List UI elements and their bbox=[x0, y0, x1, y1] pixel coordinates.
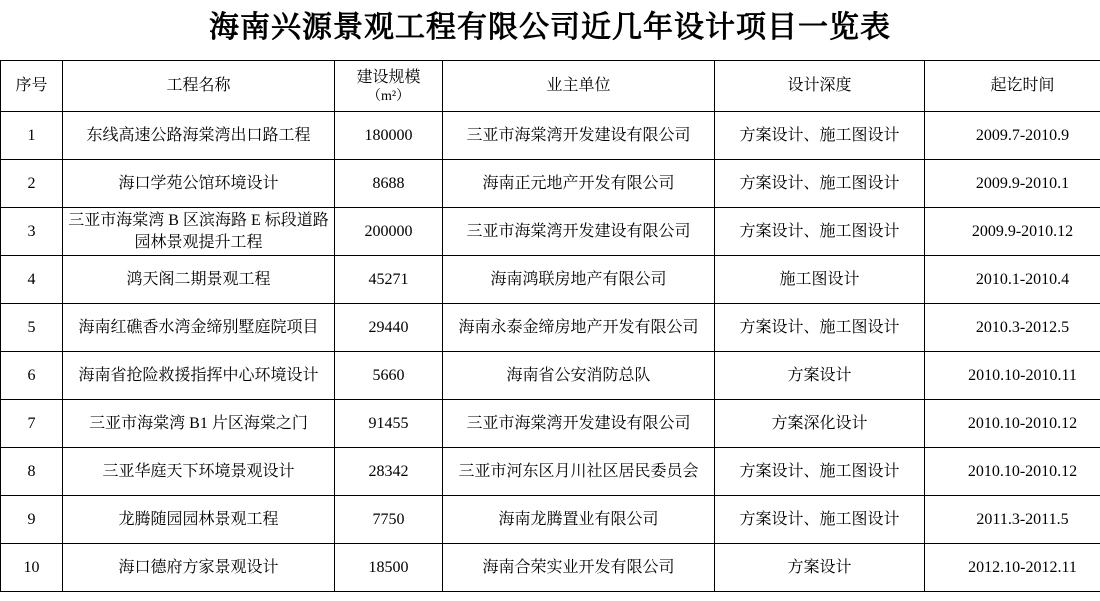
cell-scale: 180000 bbox=[335, 112, 443, 160]
cell-period: 2010.10-2010.11 bbox=[925, 352, 1100, 400]
cell-period: 2010.10-2010.12 bbox=[925, 448, 1100, 496]
cell-design-depth: 方案设计 bbox=[715, 352, 925, 400]
column-header-scale-unit: （m²） bbox=[366, 88, 411, 104]
cell-scale: 200000 bbox=[335, 208, 443, 256]
cell-scale: 18500 bbox=[335, 544, 443, 592]
page-title: 海南兴源景观工程有限公司近几年设计项目一览表 bbox=[209, 11, 891, 44]
cell-owner: 海南正元地产开发有限公司 bbox=[443, 160, 715, 208]
cell-project-name: 三亚市海棠湾 B1 片区海棠之门 bbox=[63, 400, 335, 448]
table-row bbox=[1, 160, 1100, 208]
cell-scale: 29440 bbox=[335, 304, 443, 352]
column-header-scale bbox=[335, 61, 443, 112]
cell-scale: 8688 bbox=[335, 160, 443, 208]
cell-period: 2012.10-2012.11 bbox=[925, 544, 1100, 592]
cell-no: 7 bbox=[1, 400, 63, 448]
column-header-scale-text bbox=[339, 69, 438, 105]
cell-no: 2 bbox=[1, 160, 63, 208]
cell-design-depth: 方案深化设计 bbox=[715, 400, 925, 448]
cell-project-name: 三亚市海棠湾 B 区滨海路 E 标段道路园林景观提升工程 bbox=[63, 208, 335, 256]
column-header-design-depth: 设计深度 bbox=[715, 61, 925, 112]
cell-period: 2009.9-2010.12 bbox=[925, 208, 1100, 256]
cell-project-name: 海口学苑公馆环境设计 bbox=[63, 160, 335, 208]
cell-scale: 45271 bbox=[335, 256, 443, 304]
cell-owner: 海南省公安消防总队 bbox=[443, 352, 715, 400]
table-row bbox=[1, 208, 1100, 256]
table-header bbox=[1, 61, 1100, 112]
cell-scale: 5660 bbox=[335, 352, 443, 400]
cell-period: 2010.1-2010.4 bbox=[925, 256, 1100, 304]
table-row bbox=[1, 400, 1100, 448]
cell-owner: 海南合荣实业开发有限公司 bbox=[443, 544, 715, 592]
cell-period: 2009.7-2010.9 bbox=[925, 112, 1100, 160]
cell-design-depth: 方案设计、施工图设计 bbox=[715, 112, 925, 160]
cell-no: 6 bbox=[1, 352, 63, 400]
cell-owner: 三亚市海棠湾开发建设有限公司 bbox=[443, 400, 715, 448]
cell-project-name: 龙腾随园园林景观工程 bbox=[63, 496, 335, 544]
table-row bbox=[1, 112, 1100, 160]
cell-project-name: 三亚华庭天下环境景观设计 bbox=[63, 448, 335, 496]
cell-design-depth: 方案设计、施工图设计 bbox=[715, 304, 925, 352]
cell-no: 5 bbox=[1, 304, 63, 352]
cell-design-depth: 方案设计、施工图设计 bbox=[715, 208, 925, 256]
column-header-project-name: 工程名称 bbox=[63, 61, 335, 112]
table-header-row bbox=[1, 61, 1100, 112]
column-header-owner: 业主单位 bbox=[443, 61, 715, 112]
table-body bbox=[1, 112, 1100, 592]
cell-owner: 三亚市河东区月川社区居民委员会 bbox=[443, 448, 715, 496]
cell-owner: 三亚市海棠湾开发建设有限公司 bbox=[443, 208, 715, 256]
cell-no: 1 bbox=[1, 112, 63, 160]
cell-design-depth: 方案设计、施工图设计 bbox=[715, 448, 925, 496]
table-row bbox=[1, 352, 1100, 400]
cell-no: 9 bbox=[1, 496, 63, 544]
table-row bbox=[1, 256, 1100, 304]
cell-project-name: 海南省抢险救援指挥中心环境设计 bbox=[63, 352, 335, 400]
cell-project-name: 东线高速公路海棠湾出口路工程 bbox=[63, 112, 335, 160]
cell-scale: 91455 bbox=[335, 400, 443, 448]
cell-period: 2010.3-2012.5 bbox=[925, 304, 1100, 352]
cell-project-name: 海南红礁香水湾金缔别墅庭院项目 bbox=[63, 304, 335, 352]
cell-design-depth: 施工图设计 bbox=[715, 256, 925, 304]
table-row bbox=[1, 544, 1100, 592]
cell-owner: 三亚市海棠湾开发建设有限公司 bbox=[443, 112, 715, 160]
cell-design-depth: 方案设计、施工图设计 bbox=[715, 160, 925, 208]
cell-no: 10 bbox=[1, 544, 63, 592]
column-header-no: 序号 bbox=[1, 61, 63, 112]
cell-period: 2011.3-2011.5 bbox=[925, 496, 1100, 544]
cell-period: 2009.9-2010.1 bbox=[925, 160, 1100, 208]
column-header-period: 起讫时间 bbox=[925, 61, 1100, 112]
column-header-scale-label: 建设规模 bbox=[356, 69, 421, 87]
table-row bbox=[1, 304, 1100, 352]
cell-scale: 28342 bbox=[335, 448, 443, 496]
cell-no: 8 bbox=[1, 448, 63, 496]
cell-owner: 海南龙腾置业有限公司 bbox=[443, 496, 715, 544]
cell-owner: 海南永泰金缔房地产开发有限公司 bbox=[443, 304, 715, 352]
cell-scale: 7750 bbox=[335, 496, 443, 544]
table-row bbox=[1, 448, 1100, 496]
cell-no: 4 bbox=[1, 256, 63, 304]
cell-owner: 海南鸿联房地产有限公司 bbox=[443, 256, 715, 304]
cell-design-depth: 方案设计 bbox=[715, 544, 925, 592]
cell-design-depth: 方案设计、施工图设计 bbox=[715, 496, 925, 544]
cell-project-name: 鸿天阁二期景观工程 bbox=[63, 256, 335, 304]
project-list-table bbox=[0, 60, 1100, 592]
table-row bbox=[1, 496, 1100, 544]
cell-project-name: 海口德府方家景观设计 bbox=[63, 544, 335, 592]
cell-no: 3 bbox=[1, 208, 63, 256]
cell-period: 2010.10-2010.12 bbox=[925, 400, 1100, 448]
